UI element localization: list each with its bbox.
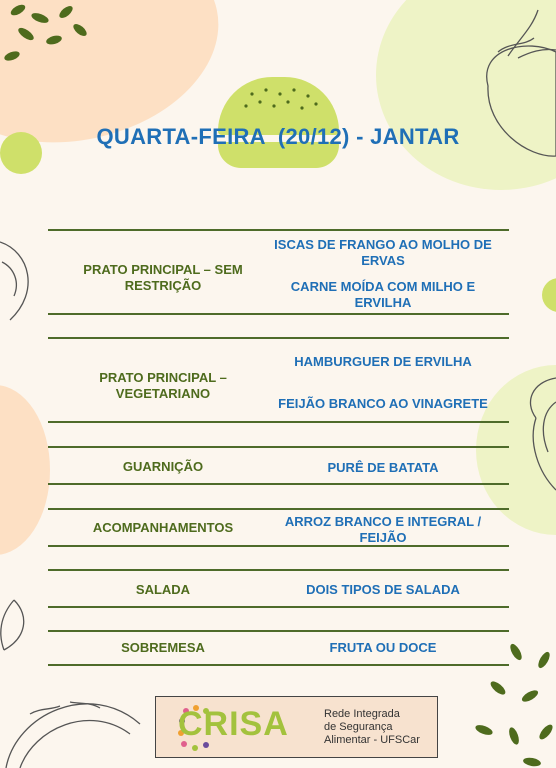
table-divider: [48, 421, 509, 423]
table-divider: [48, 483, 509, 485]
menu-item: HAMBURGUER DE ERVILHA: [294, 354, 472, 369]
leaf-sprinkle-icon: [470, 640, 556, 768]
logo-subtitle-line: Rede Integrada: [324, 708, 400, 720]
row-label-sem-restricao: PRATO PRINCIPAL – SEM RESTRIÇÃO: [83, 262, 243, 293]
vegetable-line-icon: [518, 372, 556, 492]
table-divider: [48, 313, 509, 315]
menu-item: FRUTA OU DOCE: [329, 640, 437, 655]
sesame-seed-icon: [232, 84, 327, 126]
table-divider: [48, 446, 509, 448]
menu-item: PURÊ DE BATATA: [327, 460, 439, 475]
leaf-sprinkle-icon: [0, 0, 100, 70]
crisa-logo: [155, 696, 438, 758]
table-divider: [48, 508, 509, 510]
row-label-vegetariano: PRATO PRINCIPAL – VEGETARIANO: [99, 370, 227, 401]
table-divider: [48, 630, 509, 632]
page-title: QUARTA-FEIRA (20/12) - JANTAR: [96, 124, 460, 149]
menu-item: DOIS TIPOS DE SALADA: [306, 582, 460, 597]
table-divider: [48, 337, 509, 339]
menu-item: CARNE MOÍDA COM MILHO E ERVILHA: [290, 279, 476, 310]
row-label-acompanhamentos: ACOMPANHAMENTOS: [92, 520, 234, 535]
menu-item: FEIJÃO BRANCO AO VINAGRETE: [278, 396, 488, 411]
menu-item: ISCAS DE FRANGO AO MOLHO DE ERVAS: [274, 237, 492, 268]
table-divider: [48, 664, 509, 666]
row-label-guarnicao: GUARNIÇÃO: [122, 459, 204, 474]
taco-line-icon: [0, 684, 150, 768]
green-dot-decoration: [542, 278, 556, 312]
menu-item: ARROZ BRANCO E INTEGRAL / FEIJÃO: [284, 514, 482, 545]
logo-subtitle-line: de Segurança: [324, 721, 393, 733]
leaf-line-icon: [0, 232, 38, 322]
row-label-sobremesa: SOBREMESA: [121, 640, 205, 655]
table-divider: [48, 229, 509, 231]
table-divider: [48, 606, 509, 608]
crisa-logo-wordmark: CRISA: [178, 705, 289, 743]
crisa-logo-subtitle: [324, 708, 434, 747]
logo-subtitle-line: Alimentar - UFSCar: [324, 734, 420, 746]
peach-blob-decoration: [0, 385, 50, 555]
row-label-salada: SALADA: [135, 582, 191, 597]
leaf-line-icon: [0, 598, 28, 652]
table-divider: [48, 569, 509, 571]
